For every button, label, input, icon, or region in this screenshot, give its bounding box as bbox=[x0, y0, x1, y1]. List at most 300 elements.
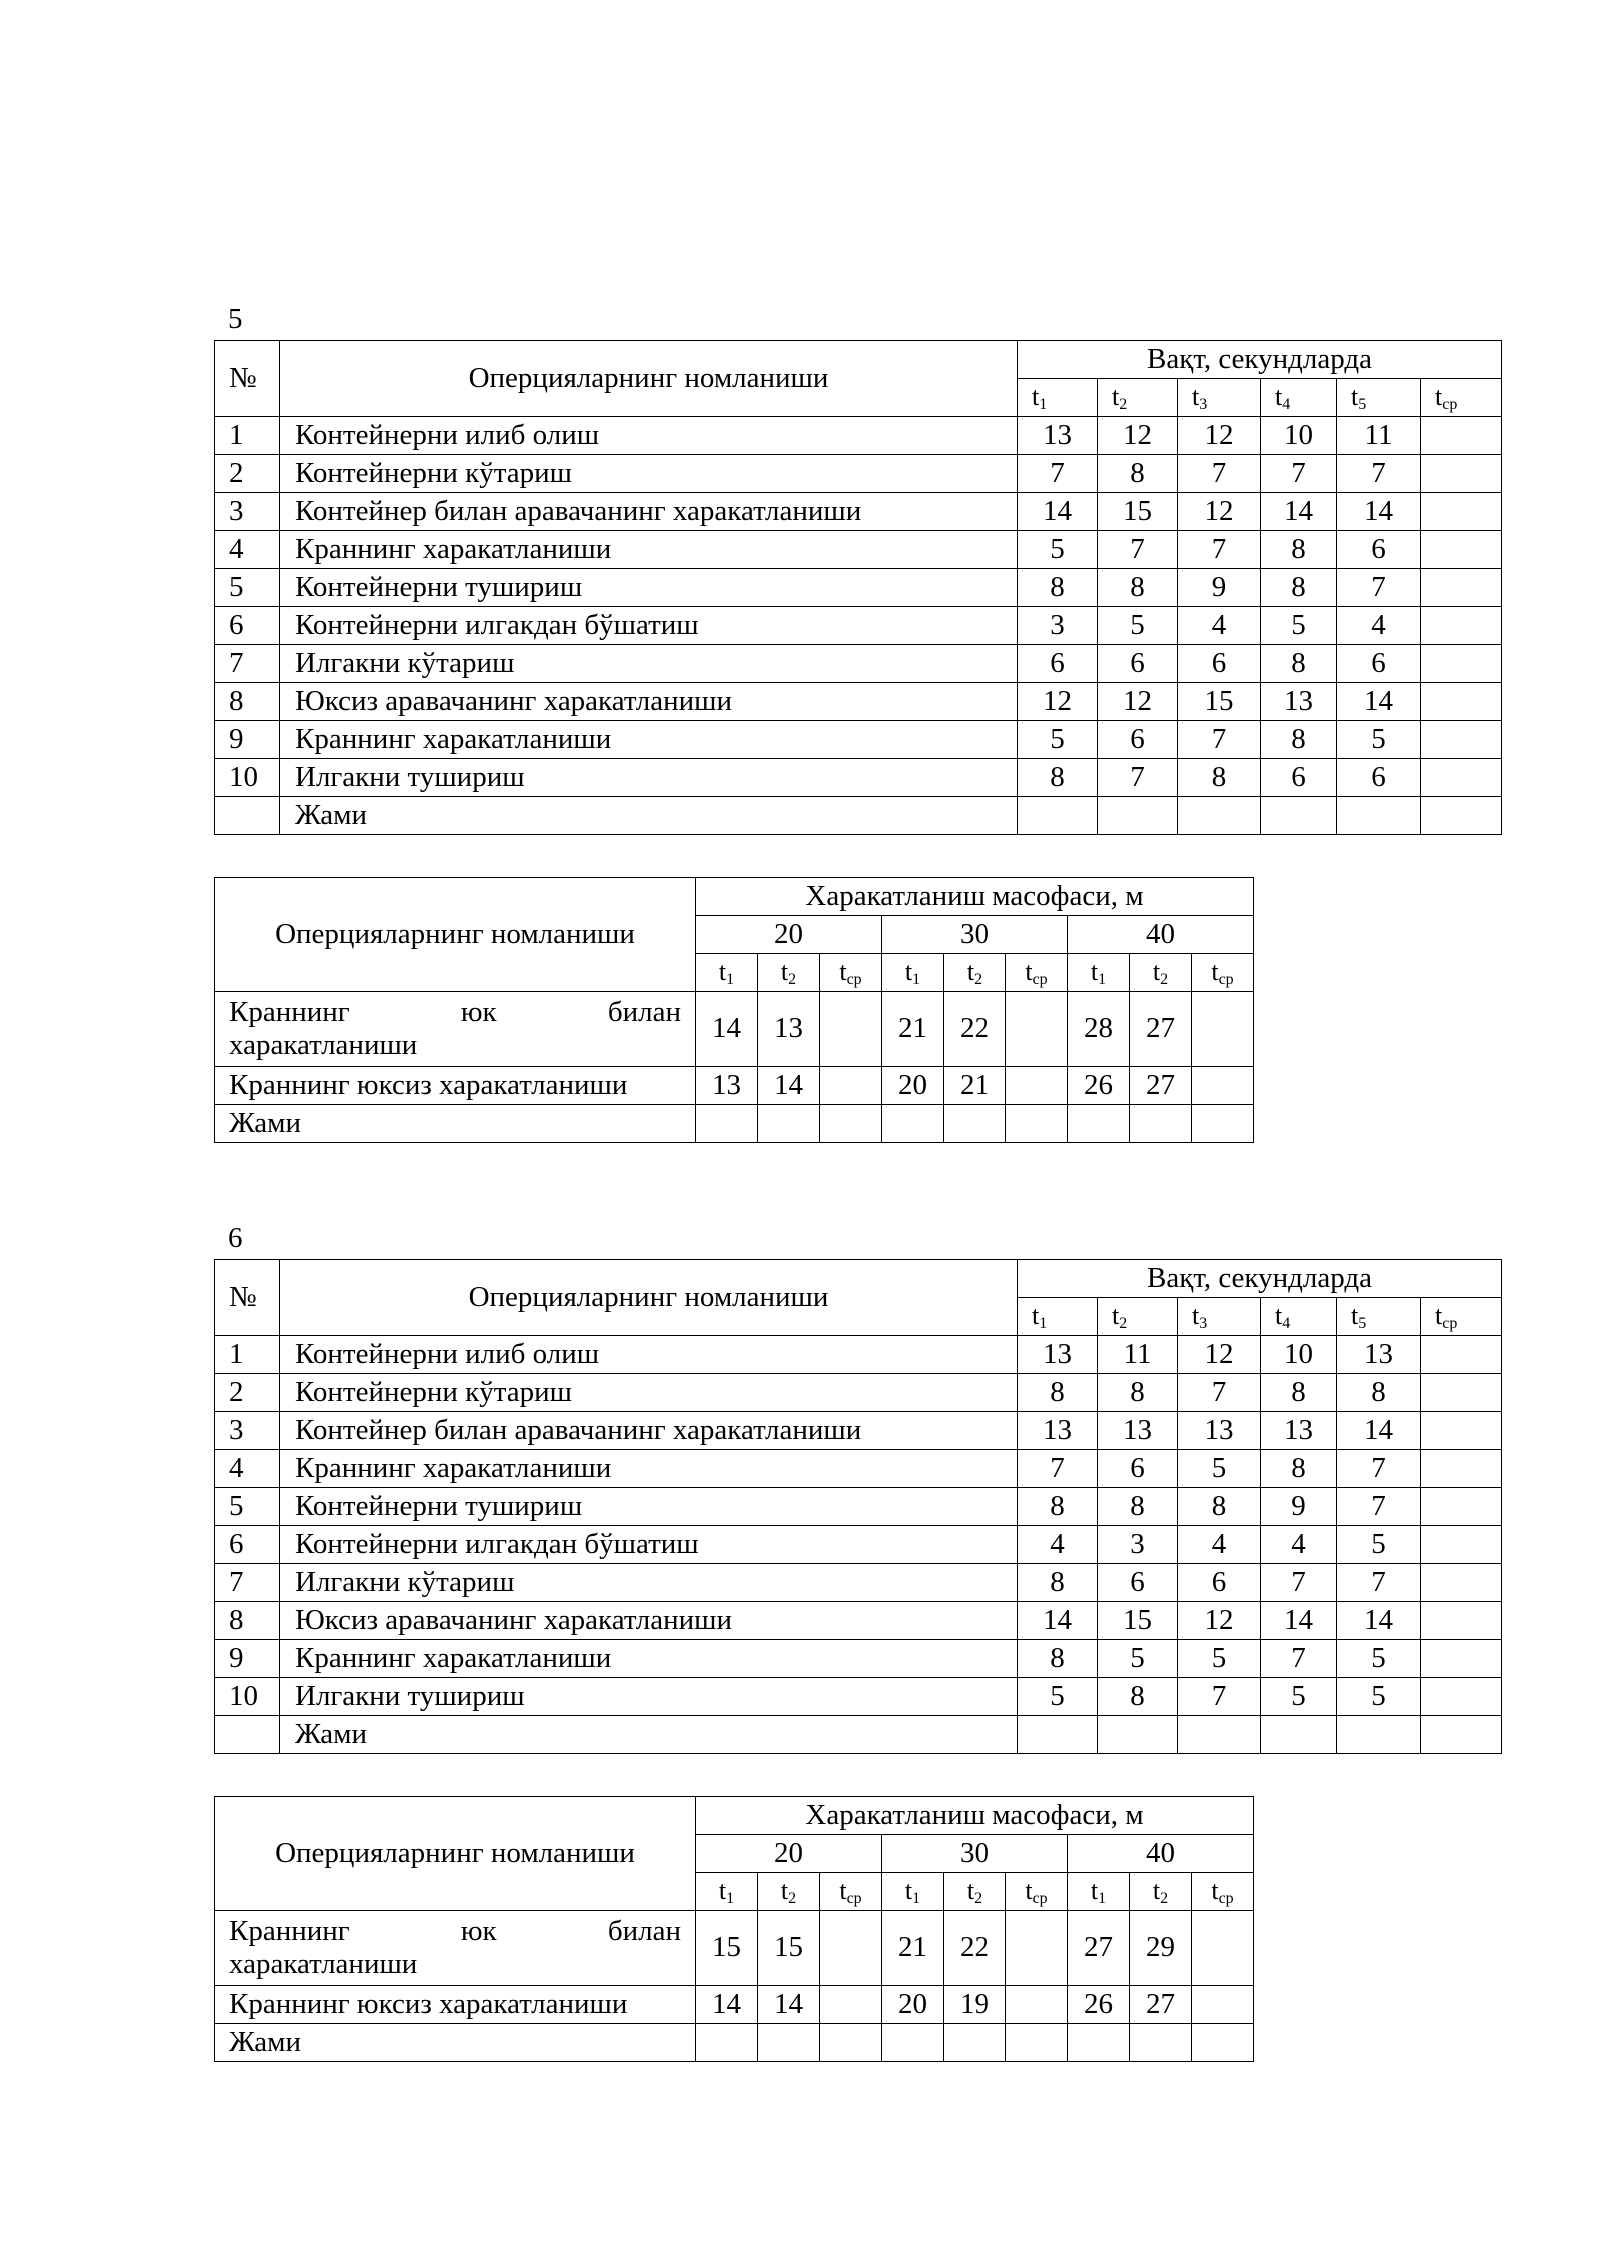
t-symbol: t bbox=[1275, 382, 1283, 412]
header-row bbox=[215, 1260, 1502, 1298]
t-symbol: t bbox=[1211, 957, 1219, 987]
t-subscript: 3 bbox=[1199, 1315, 1208, 1333]
time-value: 6 bbox=[1261, 759, 1337, 797]
time-subheader bbox=[1130, 954, 1192, 992]
time-value: 6 bbox=[1178, 1564, 1261, 1602]
section-number: 5 bbox=[228, 303, 243, 335]
row-number: 4 bbox=[215, 1450, 280, 1488]
operation-name: Юксиз аравачанинг харакатланиши bbox=[280, 683, 1018, 721]
total-number-cell bbox=[215, 797, 280, 835]
t-symbol: t bbox=[839, 1876, 847, 1906]
time-subheader bbox=[1261, 379, 1337, 417]
t-subscript: 5 bbox=[1358, 396, 1367, 414]
header-operation-name: Оперцияларнинг номланиши bbox=[215, 1797, 696, 1911]
time-value: 12 bbox=[1178, 417, 1261, 455]
time-value bbox=[1421, 1564, 1502, 1602]
time-value: 15 bbox=[696, 1911, 758, 1986]
total-number-cell bbox=[215, 1716, 280, 1754]
time-value bbox=[1421, 1602, 1502, 1640]
time-value: 8 bbox=[1261, 1374, 1337, 1412]
time-value: 15 bbox=[1178, 683, 1261, 721]
time-value bbox=[1421, 1336, 1502, 1374]
operation-name: Илгакни тушириш bbox=[280, 1678, 1018, 1716]
row-number: 10 bbox=[215, 759, 280, 797]
t-subscript: 2 bbox=[1119, 1315, 1128, 1333]
table-row bbox=[215, 569, 1502, 607]
time-subheader bbox=[696, 954, 758, 992]
operation-name: Контейнерни тушириш bbox=[280, 1488, 1018, 1526]
time-value: 28 bbox=[1068, 992, 1130, 1067]
operation-name-word: юк bbox=[460, 995, 497, 1028]
total-label: Жами bbox=[215, 1105, 696, 1143]
table-row bbox=[215, 1986, 1254, 2024]
time-subheader bbox=[820, 954, 882, 992]
time-value bbox=[1421, 569, 1502, 607]
time-value: 13 bbox=[1018, 1336, 1098, 1374]
time-value bbox=[1421, 493, 1502, 531]
total-label: Жами bbox=[280, 797, 1018, 835]
time-value bbox=[820, 1911, 882, 1986]
total-value bbox=[1192, 1105, 1254, 1143]
row-number: 8 bbox=[215, 1602, 280, 1640]
row-number: 7 bbox=[215, 645, 280, 683]
row-number: 1 bbox=[215, 417, 280, 455]
operations-time-table bbox=[214, 1259, 1502, 1754]
t-symbol: t bbox=[1112, 382, 1120, 412]
time-value: 21 bbox=[944, 1067, 1006, 1105]
time-value: 6 bbox=[1098, 645, 1178, 683]
time-value: 13 bbox=[1261, 683, 1337, 721]
time-value: 8 bbox=[1018, 759, 1098, 797]
total-row bbox=[215, 797, 1502, 835]
total-value bbox=[944, 1105, 1006, 1143]
time-subheader bbox=[944, 1873, 1006, 1911]
time-value bbox=[1421, 1450, 1502, 1488]
time-value: 11 bbox=[1098, 1336, 1178, 1374]
time-value: 13 bbox=[1018, 1412, 1098, 1450]
total-value bbox=[1192, 2024, 1254, 2062]
t-subscript: 2 bbox=[788, 971, 797, 989]
time-value bbox=[1421, 1412, 1502, 1450]
time-value: 15 bbox=[1098, 1602, 1178, 1640]
header-row bbox=[215, 1797, 1254, 1835]
time-value: 8 bbox=[1261, 1450, 1337, 1488]
table-row bbox=[215, 1640, 1502, 1678]
header-distance: Харакатланиш масофаси, м bbox=[696, 878, 1254, 916]
time-value bbox=[1421, 721, 1502, 759]
table-row bbox=[215, 493, 1502, 531]
time-subheader bbox=[1068, 954, 1130, 992]
row-number: 8 bbox=[215, 683, 280, 721]
distance-value: 40 bbox=[1068, 1835, 1254, 1873]
time-value: 8 bbox=[1261, 531, 1337, 569]
time-value: 5 bbox=[1261, 607, 1337, 645]
total-value bbox=[1006, 1105, 1068, 1143]
table-row bbox=[215, 1412, 1502, 1450]
table-row bbox=[215, 1911, 1254, 1986]
total-label: Жами bbox=[215, 2024, 696, 2062]
time-value bbox=[1421, 1640, 1502, 1678]
header-operation-name: Оперцияларнинг номланиши bbox=[215, 878, 696, 992]
time-value: 27 bbox=[1130, 992, 1192, 1067]
time-subheader bbox=[820, 1873, 882, 1911]
table-row bbox=[215, 1374, 1502, 1412]
time-value: 8 bbox=[1018, 1640, 1098, 1678]
time-value bbox=[1192, 1911, 1254, 1986]
total-value bbox=[1130, 1105, 1192, 1143]
total-value bbox=[758, 1105, 820, 1143]
time-subheader bbox=[1261, 1298, 1337, 1336]
total-value bbox=[1018, 797, 1098, 835]
time-subheader bbox=[1098, 379, 1178, 417]
time-value: 12 bbox=[1098, 417, 1178, 455]
time-value: 6 bbox=[1337, 759, 1421, 797]
row-number: 6 bbox=[215, 607, 280, 645]
total-value bbox=[882, 2024, 944, 2062]
time-value: 8 bbox=[1098, 1374, 1178, 1412]
time-value: 3 bbox=[1098, 1526, 1178, 1564]
time-value: 5 bbox=[1018, 1678, 1098, 1716]
total-value bbox=[1261, 1716, 1337, 1754]
t-symbol: t bbox=[718, 957, 727, 987]
total-value bbox=[820, 2024, 882, 2062]
distance-value: 20 bbox=[696, 1835, 882, 1873]
time-subheader bbox=[1337, 379, 1421, 417]
time-value: 8 bbox=[1337, 1374, 1421, 1412]
total-value bbox=[882, 1105, 944, 1143]
time-subheader bbox=[1130, 1873, 1192, 1911]
time-value bbox=[1421, 1526, 1502, 1564]
total-label: Жами bbox=[280, 1716, 1018, 1754]
time-value: 8 bbox=[1178, 759, 1261, 797]
header-row bbox=[215, 878, 1254, 916]
time-value: 14 bbox=[696, 1986, 758, 2024]
t-symbol: t bbox=[1112, 1301, 1120, 1331]
time-subheader bbox=[1006, 954, 1068, 992]
time-value bbox=[1192, 1067, 1254, 1105]
operation-name bbox=[215, 1911, 696, 1986]
total-row bbox=[215, 2024, 1254, 2062]
time-value: 4 bbox=[1337, 607, 1421, 645]
time-subheader bbox=[758, 954, 820, 992]
time-value: 6 bbox=[1098, 1564, 1178, 1602]
time-value: 7 bbox=[1098, 759, 1178, 797]
time-value: 14 bbox=[1337, 1412, 1421, 1450]
time-value: 13 bbox=[758, 992, 820, 1067]
total-value bbox=[1421, 797, 1502, 835]
time-value: 19 bbox=[944, 1986, 1006, 2024]
time-value bbox=[1421, 607, 1502, 645]
time-value bbox=[1421, 455, 1502, 493]
total-value bbox=[1018, 1716, 1098, 1754]
time-subheader bbox=[1337, 1298, 1421, 1336]
t-symbol: t bbox=[1192, 382, 1200, 412]
row-number: 2 bbox=[215, 455, 280, 493]
total-value bbox=[1130, 2024, 1192, 2062]
operation-name: Контейнерни тушириш bbox=[280, 569, 1018, 607]
table-row bbox=[215, 1067, 1254, 1105]
time-value: 22 bbox=[944, 1911, 1006, 1986]
t-symbol: t bbox=[1192, 1301, 1200, 1331]
time-value: 8 bbox=[1018, 569, 1098, 607]
time-value: 10 bbox=[1261, 417, 1337, 455]
time-value: 26 bbox=[1068, 1986, 1130, 2024]
operation-name: Краннинг юксиз харакатланиши bbox=[215, 1067, 696, 1105]
table-row bbox=[215, 1678, 1502, 1716]
total-value bbox=[696, 1105, 758, 1143]
operation-name: Контейнерни кўтариш bbox=[280, 455, 1018, 493]
time-value: 8 bbox=[1261, 645, 1337, 683]
time-value: 9 bbox=[1178, 569, 1261, 607]
time-value: 5 bbox=[1261, 1678, 1337, 1716]
operation-name-word: Краннинг bbox=[229, 1914, 350, 1947]
time-value: 7 bbox=[1337, 1564, 1421, 1602]
t-symbol: t bbox=[1351, 1301, 1359, 1331]
operation-name: Контейнерни кўтариш bbox=[280, 1374, 1018, 1412]
time-value: 7 bbox=[1178, 1678, 1261, 1716]
t-subscript: 1 bbox=[1039, 396, 1048, 414]
t-symbol: t bbox=[1152, 957, 1161, 987]
time-value: 14 bbox=[1018, 1602, 1098, 1640]
header-time-seconds: Вақт, секундларда bbox=[1018, 1260, 1502, 1298]
time-value: 8 bbox=[1018, 1564, 1098, 1602]
total-value bbox=[1261, 797, 1337, 835]
header-time-seconds: Вақт, секундларда bbox=[1018, 341, 1502, 379]
total-value bbox=[1098, 797, 1178, 835]
time-value: 5 bbox=[1018, 531, 1098, 569]
time-value: 5 bbox=[1178, 1450, 1261, 1488]
time-value bbox=[1192, 992, 1254, 1067]
operation-name-line: харакатланиши bbox=[229, 1029, 418, 1061]
total-value bbox=[1006, 2024, 1068, 2062]
time-value: 15 bbox=[1098, 493, 1178, 531]
total-value bbox=[1178, 1716, 1261, 1754]
total-value bbox=[1068, 2024, 1130, 2062]
time-value: 20 bbox=[882, 1067, 944, 1105]
distance-time-table bbox=[214, 1796, 1254, 2062]
time-value bbox=[820, 992, 882, 1067]
time-value: 13 bbox=[1178, 1412, 1261, 1450]
time-value: 7 bbox=[1178, 1374, 1261, 1412]
t-subscript: ср bbox=[1442, 396, 1458, 414]
time-value bbox=[1006, 1986, 1068, 2024]
total-row bbox=[215, 1716, 1502, 1754]
operation-name bbox=[215, 992, 696, 1067]
time-subheader bbox=[758, 1873, 820, 1911]
total-value bbox=[820, 1105, 882, 1143]
row-number: 9 bbox=[215, 721, 280, 759]
t-symbol: t bbox=[1435, 1301, 1443, 1331]
total-value bbox=[1421, 1716, 1502, 1754]
table-row bbox=[215, 1488, 1502, 1526]
total-value bbox=[1178, 797, 1261, 835]
time-value: 5 bbox=[1337, 1640, 1421, 1678]
t-symbol: t bbox=[966, 957, 975, 987]
time-value: 6 bbox=[1337, 645, 1421, 683]
time-value: 4 bbox=[1261, 1526, 1337, 1564]
t-symbol: t bbox=[904, 957, 913, 987]
time-value bbox=[820, 1067, 882, 1105]
time-value: 13 bbox=[696, 1067, 758, 1105]
table-row bbox=[215, 683, 1502, 721]
time-subheader bbox=[882, 1873, 944, 1911]
time-subheader bbox=[1192, 954, 1254, 992]
total-row bbox=[215, 1105, 1254, 1143]
table-row bbox=[215, 417, 1502, 455]
time-value: 27 bbox=[1068, 1911, 1130, 1986]
time-subheader bbox=[696, 1873, 758, 1911]
time-value: 8 bbox=[1098, 1488, 1178, 1526]
time-value bbox=[820, 1986, 882, 2024]
t-subscript: ср bbox=[1218, 971, 1234, 989]
time-value: 7 bbox=[1098, 531, 1178, 569]
operation-name-line bbox=[229, 1915, 681, 1948]
operation-name: Контейнерни илгакдан бўшатиш bbox=[280, 1526, 1018, 1564]
time-value bbox=[1421, 1374, 1502, 1412]
time-value bbox=[1006, 992, 1068, 1067]
time-value: 12 bbox=[1178, 1602, 1261, 1640]
t-subscript: 2 bbox=[974, 971, 983, 989]
operation-name: Контейнерни илиб олиш bbox=[280, 417, 1018, 455]
table-row bbox=[215, 455, 1502, 493]
time-value: 8 bbox=[1018, 1374, 1098, 1412]
t-subscript: 2 bbox=[1119, 396, 1128, 414]
section-number: 6 bbox=[228, 1222, 243, 1254]
time-value: 7 bbox=[1337, 455, 1421, 493]
time-value: 14 bbox=[758, 1986, 820, 2024]
time-value: 12 bbox=[1018, 683, 1098, 721]
operation-name: Илгакни кўтариш bbox=[280, 645, 1018, 683]
time-value: 21 bbox=[882, 1911, 944, 1986]
time-value: 14 bbox=[696, 992, 758, 1067]
operation-name-word: билан bbox=[607, 995, 681, 1028]
time-value bbox=[1421, 645, 1502, 683]
distance-value: 30 bbox=[882, 1835, 1068, 1873]
time-value bbox=[1006, 1911, 1068, 1986]
row-number: 10 bbox=[215, 1678, 280, 1716]
time-value bbox=[1421, 417, 1502, 455]
row-number: 4 bbox=[215, 531, 280, 569]
time-value: 14 bbox=[1337, 493, 1421, 531]
header-number: № bbox=[215, 1260, 280, 1336]
time-value: 8 bbox=[1178, 1488, 1261, 1526]
time-value: 7 bbox=[1261, 1640, 1337, 1678]
time-value: 14 bbox=[1337, 1602, 1421, 1640]
time-value: 27 bbox=[1130, 1986, 1192, 2024]
t-symbol: t bbox=[1351, 382, 1359, 412]
time-value bbox=[1192, 1986, 1254, 2024]
operation-name: Краннинг харакатланиши bbox=[280, 721, 1018, 759]
time-value: 14 bbox=[758, 1067, 820, 1105]
time-value: 8 bbox=[1098, 569, 1178, 607]
time-value: 7 bbox=[1337, 1450, 1421, 1488]
time-value: 7 bbox=[1018, 1450, 1098, 1488]
total-value bbox=[1337, 797, 1421, 835]
time-value: 12 bbox=[1178, 1336, 1261, 1374]
t-subscript: ср bbox=[1032, 1890, 1048, 1908]
operation-name-line bbox=[229, 996, 681, 1029]
t-subscript: ср bbox=[1218, 1890, 1234, 1908]
time-subheader bbox=[1178, 379, 1261, 417]
header-distance: Харакатланиш масофаси, м bbox=[696, 1797, 1254, 1835]
operation-name: Краннинг харакатланиши bbox=[280, 1640, 1018, 1678]
time-value: 12 bbox=[1098, 683, 1178, 721]
table-row bbox=[215, 1564, 1502, 1602]
t-symbol: t bbox=[1275, 1301, 1283, 1331]
t-symbol: t bbox=[904, 1876, 913, 1906]
time-value: 26 bbox=[1068, 1067, 1130, 1105]
t-symbol: t bbox=[1032, 1301, 1040, 1331]
distance-value: 40 bbox=[1068, 916, 1254, 954]
time-value: 3 bbox=[1018, 607, 1098, 645]
time-subheader bbox=[1068, 1873, 1130, 1911]
table-row bbox=[215, 1336, 1502, 1374]
time-value: 5 bbox=[1337, 1678, 1421, 1716]
time-value: 14 bbox=[1261, 1602, 1337, 1640]
operation-name-line: харакатланиши bbox=[229, 1948, 418, 1980]
time-value: 8 bbox=[1098, 1678, 1178, 1716]
t-subscript: 3 bbox=[1199, 396, 1208, 414]
t-subscript: 1 bbox=[726, 1890, 735, 1908]
time-value bbox=[1421, 1488, 1502, 1526]
t-symbol: t bbox=[780, 1876, 789, 1906]
t-subscript: 1 bbox=[1098, 1890, 1107, 1908]
t-subscript: 2 bbox=[1160, 1890, 1169, 1908]
t-symbol: t bbox=[1025, 1876, 1033, 1906]
t-symbol: t bbox=[966, 1876, 975, 1906]
time-subheader bbox=[1192, 1873, 1254, 1911]
operation-name: Краннинг харакатланиши bbox=[280, 531, 1018, 569]
table-row bbox=[215, 607, 1502, 645]
time-value: 14 bbox=[1018, 493, 1098, 531]
total-value bbox=[1098, 1716, 1178, 1754]
time-value: 29 bbox=[1130, 1911, 1192, 1986]
operation-name: Краннинг юксиз харакатланиши bbox=[215, 1986, 696, 2024]
time-subheader bbox=[944, 954, 1006, 992]
total-value bbox=[1337, 1716, 1421, 1754]
time-value: 5 bbox=[1337, 721, 1421, 759]
table-row bbox=[215, 1526, 1502, 1564]
table-row bbox=[215, 1450, 1502, 1488]
time-value: 6 bbox=[1098, 1450, 1178, 1488]
row-number: 5 bbox=[215, 1488, 280, 1526]
table-row bbox=[215, 721, 1502, 759]
time-value: 6 bbox=[1178, 645, 1261, 683]
time-value: 12 bbox=[1178, 493, 1261, 531]
time-value: 13 bbox=[1098, 1412, 1178, 1450]
row-number: 3 bbox=[215, 493, 280, 531]
time-subheader bbox=[1178, 1298, 1261, 1336]
time-value: 14 bbox=[1261, 493, 1337, 531]
table-row bbox=[215, 759, 1502, 797]
time-value: 4 bbox=[1178, 1526, 1261, 1564]
t-subscript: 1 bbox=[1098, 971, 1107, 989]
t-subscript: 1 bbox=[912, 971, 921, 989]
t-subscript: 1 bbox=[726, 971, 735, 989]
t-symbol: t bbox=[780, 957, 789, 987]
time-value: 9 bbox=[1261, 1488, 1337, 1526]
time-subheader bbox=[1421, 1298, 1502, 1336]
header-number: № bbox=[215, 341, 280, 417]
operation-name: Илгакни тушириш bbox=[280, 759, 1018, 797]
time-value: 8 bbox=[1261, 569, 1337, 607]
time-value: 5 bbox=[1098, 1640, 1178, 1678]
row-number: 9 bbox=[215, 1640, 280, 1678]
operation-name-word: юк bbox=[460, 1914, 497, 1947]
time-value: 14 bbox=[1337, 683, 1421, 721]
total-value bbox=[758, 2024, 820, 2062]
t-subscript: 2 bbox=[974, 1890, 983, 1908]
